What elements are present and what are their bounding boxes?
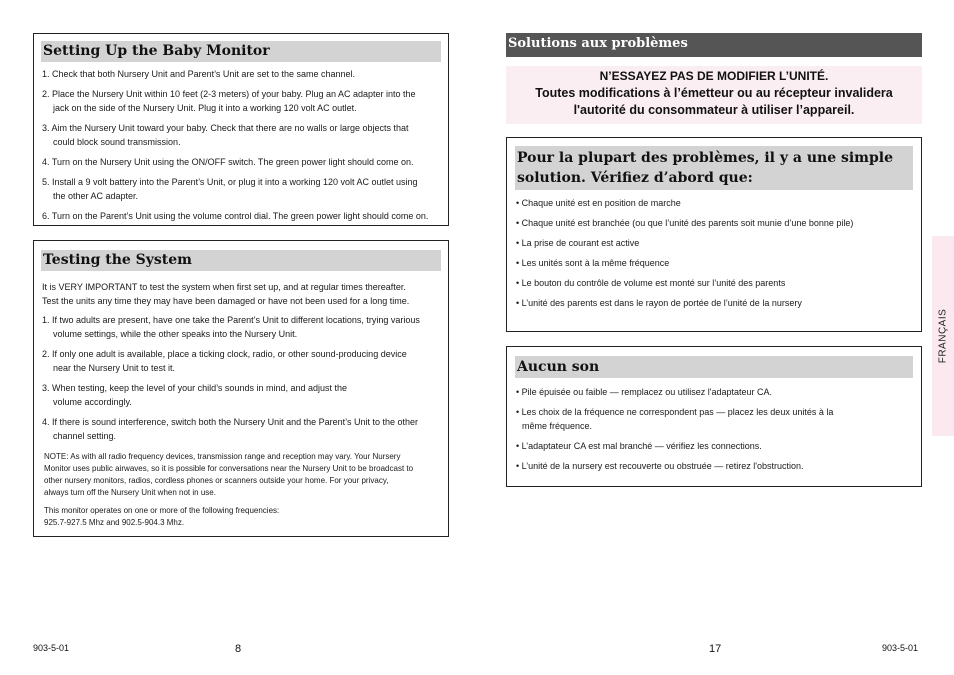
setup-section [33,33,449,226]
note-line: always turn off the Nursery Unit when not in use. [44,488,216,497]
testing-section [33,240,449,537]
freq-line: This monitor operates on one or more of the following frequencies: [44,506,280,515]
step-line: 4. Turn on the Nursery Unit using the ON/OFF switch. The green power light should come on. [42,157,414,167]
step-line-continued: channel setting. [53,431,117,441]
item-line: • L’adaptateur CA est mal branché — vérifiez les connections. [516,441,762,451]
list-item: • La prise de courant est active [516,238,640,248]
problems-list [516,196,916,316]
setup-step [42,67,442,81]
step-line: 2. Place the Nursery Unit within 10 feet (2-3 meters) of your baby. Plug an AC adapter into the [42,89,416,99]
setup-step [42,175,442,203]
step-line: 4. If there is sound interference, switch both the Nursery Unit and the Parent’s Unit to the other [42,417,419,427]
language-tab-label: FRANÇAIS [937,308,949,364]
testing-steps [42,313,442,449]
warning-line: Toutes modifications à l’émetteur ou au récepteur invalidera [535,86,893,100]
note-line: NOTE: As with all radio frequency devices, transmission range and reception may vary. Your Nursery [44,452,401,461]
list-item: • Les unités sont à la même fréquence [516,258,670,268]
testing-heading: Testing the System [41,250,441,271]
language-side-tab [932,236,954,436]
list-item: • Chaque unité est branchée (ou que l’unité des parents soit munie d’une bonne pile) [516,218,854,228]
setup-heading: Setting Up the Baby Monitor [41,41,441,62]
setup-step [42,155,442,169]
note-line: Monitor uses public airwaves, so it is possible for conversations near the Nursery Unit to be broadcast to [44,464,414,473]
heading-line: Pour la plupart des problèmes, il y a une simple [517,150,893,166]
step-line: 1. If two adults are present, have one take the Parent’s Unit to different locations, trying various [42,315,420,325]
setup-steps [42,67,442,229]
step-line-continued: near the Nursery Unit to test it. [53,363,176,373]
intro-line: It is VERY IMPORTANT to test the system when first set up, and at regular times thereafter. [42,282,406,292]
heading-line: solution. Vérifiez d’abord que: [517,170,753,186]
warning-box [506,66,922,124]
footer-code-right: 903-5-01 [882,643,919,653]
list-item: • Chaque unité est en position de marche [516,198,681,208]
section-title-fr: Solutions aux problèmes [506,33,922,57]
warning-line: N’ESSAYEZ PAS DE MODIFIER L’UNITÉ. [599,69,829,83]
list-item [516,439,916,453]
setup-step [42,121,442,149]
item-line: • Pile épuisée ou faible — remplacez ou utilisez l'adaptateur CA. [516,387,773,397]
no-sound-heading: Aucun son [515,356,913,378]
testing-step [42,415,442,443]
step-line: 3. Aim the Nursery Unit toward your baby. Check that there are no walls or large objects that [42,123,409,133]
page-number-left: 8 [235,643,242,655]
list-item [516,459,916,473]
setup-step [42,209,442,223]
step-line-continued: could block sound transmission. [53,137,181,147]
freq-line: 925.7-927.5 Mhz and 902.5-904.3 Mhz. [44,518,185,527]
setup-step [42,87,442,115]
testing-step [42,313,442,341]
no-sound-list [516,385,916,479]
list-item [516,385,916,399]
no-sound-section [506,346,922,487]
step-line: 3. When testing, keep the level of your child’s sounds in mind, and adjust the [42,383,348,393]
step-line: 6. Turn on the Parent’s Unit using the volume control dial. The green power light should come on. [42,211,429,221]
step-line-continued: jack on the side of the Nursery Unit. Plug it into a working 120 volt AC outlet. [53,103,357,113]
step-line-continued: volume accordingly. [53,397,132,407]
frequency-note [44,505,444,529]
list-item: • L’unité des parents est dans le rayon de portée de l’unité de la nursery [516,298,802,308]
step-line: 5. Install a 9 volt battery into the Parent’s Unit, or plug it into a working 120 volt AC outlet using [42,177,418,187]
step-line-continued: volume settings, while the other speaks into the Nursery Unit. [53,329,298,339]
warning-line: l'autorité du consommateur à utiliser l’appareil. [573,103,855,117]
intro-line: Test the units any time they may have been damaged or have not been used for a long time. [42,296,410,306]
list-item [516,405,916,433]
item-line: • L’unité de la nursery est recouverte ou obstruée — retirez l'obstruction. [516,461,804,471]
step-line: 1. Check that both Nursery Unit and Parent’s Unit are set to the same channel. [42,69,356,79]
testing-step [42,347,442,375]
problems-section [506,137,922,332]
radio-note [44,451,444,499]
note-line: other nursery monitors, radios, cordless phones or scanners outside your home. For your privacy, [44,476,389,485]
item-line-continued: même fréquence. [522,421,593,431]
step-line: 2. If only one adult is available, place a ticking clock, radio, or other sound-producing device [42,349,407,359]
page-number-right: 17 [709,643,722,655]
list-item: • Le bouton du contrôle de volume est monté sur l’unité des parents [516,278,786,288]
item-line: • Les choix de la fréquence ne correspondent pas — placez les deux unités à la [516,407,834,417]
testing-intro [42,280,442,308]
footer-code-left: 903-5-01 [33,643,70,653]
problems-heading [515,146,913,190]
step-line-continued: the other AC adapter. [53,191,139,201]
testing-step [42,381,442,409]
